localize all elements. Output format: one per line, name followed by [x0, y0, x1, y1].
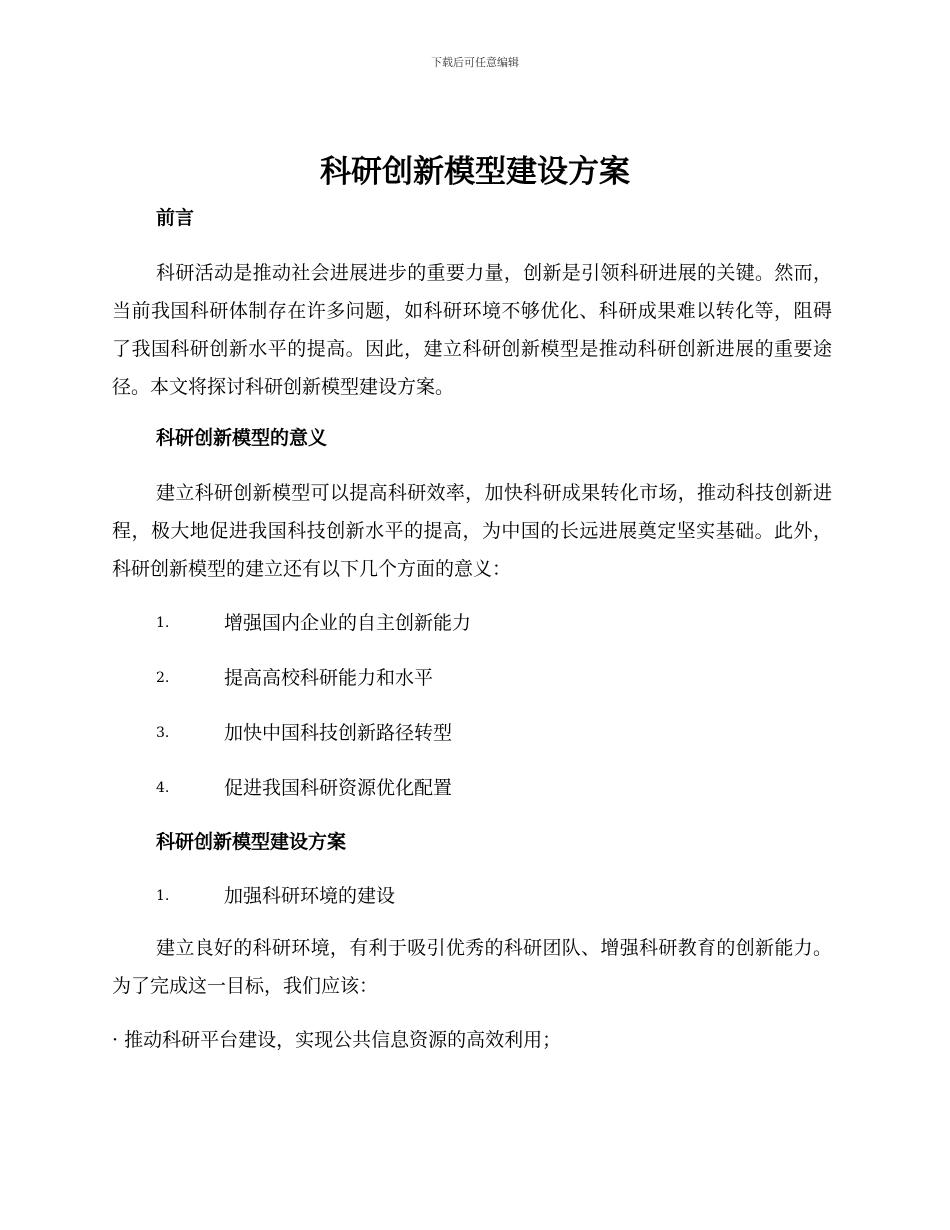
header-note: 下载后可任意编辑 — [431, 56, 519, 69]
heading-plan: 科研创新模型建设方案 — [156, 831, 347, 853]
heading-meaning: 科研创新模型的意义 — [156, 427, 328, 449]
list-number: 3. — [156, 725, 170, 741]
list-text: 促进我国科研资源优化配置 — [224, 777, 453, 799]
list-number: 1. — [156, 888, 170, 904]
list-item — [112, 718, 832, 748]
list-text: 加快中国科技创新路径转型 — [224, 722, 453, 744]
list-item — [112, 663, 832, 693]
list-item — [112, 773, 832, 803]
list-number: 2. — [156, 670, 170, 686]
list-text: 加强科研环境的建设 — [224, 885, 396, 907]
paragraph-plan: 建立良好的科研环境，有利于吸引优秀的科研团队、增强科研教育的创新能力。为了完成这一目标，我们应该： — [112, 937, 832, 997]
heading-preface: 前言 — [156, 207, 195, 229]
document-title: 科研创新模型建设方案 — [320, 154, 630, 190]
plan-list-item — [112, 881, 832, 911]
list-number: 4. — [156, 780, 170, 796]
document-body — [112, 200, 832, 1055]
paragraph-meaning: 建立科研创新模型可以提高科研效率，加快科研成果转化市场，推动科技创新进程，极大地促进我国科技创新水平的提高，为中国的长远进展奠定坚实基础。此外，科研创新模型的建立还有以下几个方面的意义： — [112, 482, 832, 580]
list-number: 1. — [156, 615, 170, 631]
bullet-item: · 推动科研平台建设，实现公共信息资源的高效利用； — [112, 1029, 562, 1051]
list-text: 提高高校科研能力和水平 — [224, 667, 434, 689]
paragraph-preface: 科研活动是推动社会进展进步的重要力量，创新是引领科研进展的关键。然而，当前我国科研体制存在许多问题，如科研环境不够优化、科研成果难以转化等，阻碍了我国科研创新水平的提高。因此，建立科研创新模型是推动科研创新进展的重要途径。本文将探讨科研创新模型建设方案。 — [112, 262, 832, 398]
list-text: 增强国内企业的自主创新能力 — [224, 612, 472, 634]
list-item — [112, 608, 832, 638]
meaning-list — [112, 608, 832, 803]
